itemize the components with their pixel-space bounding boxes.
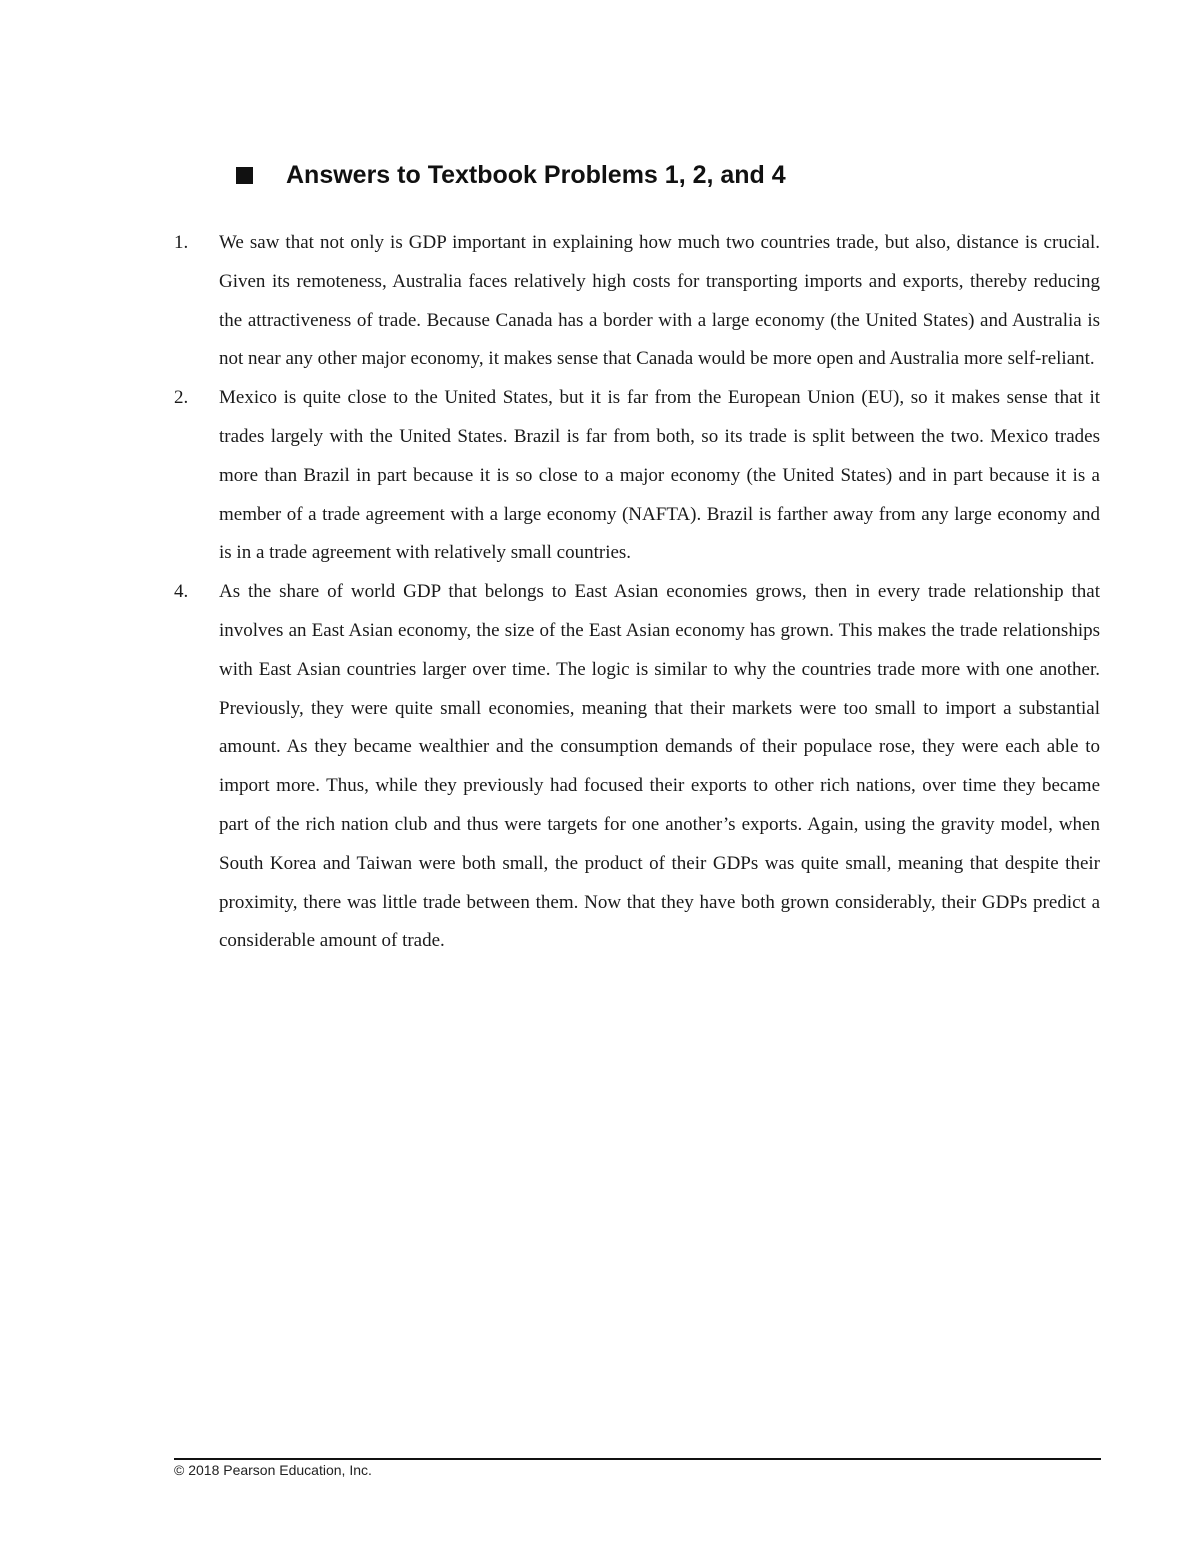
copyright-footer: © 2018 Pearson Education, Inc. [174,1462,372,1478]
answer-number: 1. [174,232,189,253]
section-heading [236,161,786,190]
answer-item [174,379,1100,573]
answer-text: As the share of world GDP that belongs to East Asian economies grows, then in every trade relationship that involves an East Asian economy, the size of the East Asian economy has grown. This makes the trade relationships with East Asian countries larger over time. The logic is similar to why the countries trade more with one another. Previously, they were quite small economies, meaning that their markets were too small to import a substantial amount. As they became wealthier and the consumption demands of their populace rose, they were each able to import more. Thus, while they previously had focused their exports to other rich nations, over time they became part of the rich nation club and thus were targets for one another’s exports. Again, using the gravity model, when South Korea and Taiwan were both small, the product of their GDPs was quite small, meaning that despite their proximity, there was little trade between them. Now that they have both grown considerably, their GDPs predict a considerable amount of trade. [219,581,1100,952]
answer-text: We saw that not only is GDP important in explaining how much two countries trade, but also, distance is crucial. Given its remoteness, Australia faces relatively high costs for transporting imports and exports, thereby reducing the attractiveness of trade. Because Canada has a border with a large economy (the United States) and Australia is not near any other major economy, it makes sense that Canada would be more open and Australia more self-reliant. [219,232,1100,370]
answer-list [174,224,1100,961]
answer-number: 2. [174,387,189,409]
answer-number: 4. [174,581,189,603]
section-heading-text: Answers to Textbook Problems 1, 2, and 4 [286,161,786,189]
answer-text: Mexico is quite close to the United States, but it is far from the European Union (EU), so it makes sense that it trades largely with the United States. Brazil is far from both, so its trade is split between the two. Mexico trades more than Brazil in part because it is so close to a major economy (the United States) and in part because it is a member of a trade agreement with a large economy (NAFTA). Brazil is farther away from any large economy and is in a trade agreement with relatively small countries. [219,387,1100,564]
square-bullet-icon [236,167,253,184]
footer-divider [174,1458,1101,1460]
answer-item [174,224,1100,379]
answer-item [174,573,1100,961]
